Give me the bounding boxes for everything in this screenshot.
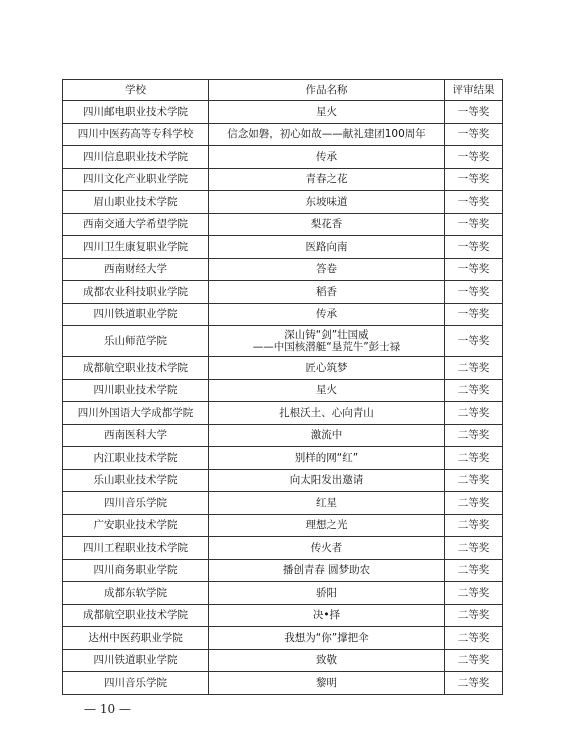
result-cell: 二等奖 — [445, 447, 503, 470]
table-row — [63, 627, 503, 650]
work-cell: 匠心筑梦 — [209, 357, 445, 380]
table-row — [63, 168, 503, 191]
school-cell: 四川音乐学院 — [63, 672, 209, 695]
table-row — [63, 326, 503, 357]
school-cell: 乐山师范学院 — [63, 326, 209, 357]
work-cell: 青春之花 — [209, 168, 445, 191]
result-cell: 一等奖 — [445, 258, 503, 281]
school-cell: 西南医科大学 — [63, 424, 209, 447]
work-cell: 医路向南 — [209, 236, 445, 259]
school-cell: 四川外国语大学成都学院 — [63, 402, 209, 425]
school-cell: 眉山职业技术学院 — [63, 191, 209, 214]
school-cell: 成都航空职业技术学院 — [63, 604, 209, 627]
work-cell: 我想为“你”撑把伞 — [209, 627, 445, 650]
school-cell: 四川商务职业学院 — [63, 559, 209, 582]
header-work: 作品名称 — [209, 80, 445, 101]
result-cell: 二等奖 — [445, 627, 503, 650]
table-row — [63, 146, 503, 169]
work-cell: 深山铸“剑”壮国威 ——中国核潜艇“垦荒牛”彭士禄 — [209, 326, 445, 357]
work-cell: 信念如磐，初心如故——献礼建团100周年 — [209, 123, 445, 146]
table-row — [63, 604, 503, 627]
work-cell: 梨花香 — [209, 213, 445, 236]
result-cell: 一等奖 — [445, 146, 503, 169]
work-cell: 理想之光 — [209, 514, 445, 537]
school-cell: 四川职业技术学院 — [63, 379, 209, 402]
result-cell: 一等奖 — [445, 326, 503, 357]
header-row — [63, 80, 503, 101]
table-row — [63, 236, 503, 259]
work-cell: 黎明 — [209, 672, 445, 695]
work-cell: 别样的网“红” — [209, 447, 445, 470]
school-cell: 乐山职业技术学院 — [63, 469, 209, 492]
work-cell: 激流中 — [209, 424, 445, 447]
work-cell: 骄阳 — [209, 582, 445, 605]
result-cell: 二等奖 — [445, 559, 503, 582]
school-cell: 成都农业科技职业学院 — [63, 281, 209, 304]
result-cell: 二等奖 — [445, 402, 503, 425]
table-row — [63, 281, 503, 304]
table-row — [63, 191, 503, 214]
results-table — [62, 79, 503, 695]
result-cell: 二等奖 — [445, 469, 503, 492]
result-cell: 二等奖 — [445, 537, 503, 560]
school-cell: 西南交通大学希望学院 — [63, 213, 209, 236]
table-row — [63, 672, 503, 695]
work-cell: 红星 — [209, 492, 445, 515]
work-cell: 播创青春 圆梦助农 — [209, 559, 445, 582]
work-cell: 星火 — [209, 379, 445, 402]
table-row — [63, 123, 503, 146]
result-cell: 一等奖 — [445, 213, 503, 236]
result-cell: 二等奖 — [445, 379, 503, 402]
work-cell: 决•择 — [209, 604, 445, 627]
work-cell: 东坡味道 — [209, 191, 445, 214]
school-cell: 四川邮电职业技术学院 — [63, 101, 209, 124]
result-cell: 二等奖 — [445, 514, 503, 537]
school-cell: 四川工程职业技术学院 — [63, 537, 209, 560]
table-row — [63, 447, 503, 470]
table-body — [63, 101, 503, 695]
work-cell: 扎根沃土、心向青山 — [209, 402, 445, 425]
result-cell: 一等奖 — [445, 168, 503, 191]
table-row — [63, 582, 503, 605]
school-cell: 四川铁道职业学院 — [63, 649, 209, 672]
work-cell: 传承 — [209, 303, 445, 326]
header-school: 学校 — [63, 80, 209, 101]
result-cell: 二等奖 — [445, 492, 503, 515]
table-row — [63, 357, 503, 380]
table-row — [63, 303, 503, 326]
work-cell: 稻香 — [209, 281, 445, 304]
table-row — [63, 492, 503, 515]
work-cell: 致敬 — [209, 649, 445, 672]
table-row — [63, 424, 503, 447]
school-cell: 成都东软学院 — [63, 582, 209, 605]
result-cell: 一等奖 — [445, 101, 503, 124]
work-cell: 向太阳发出邀请 — [209, 469, 445, 492]
table-row — [63, 514, 503, 537]
result-cell: 二等奖 — [445, 424, 503, 447]
school-cell: 成都航空职业技术学院 — [63, 357, 209, 380]
school-cell: 内江职业技术学院 — [63, 447, 209, 470]
table-row — [63, 649, 503, 672]
table-row — [63, 469, 503, 492]
school-cell: 达州中医药职业学院 — [63, 627, 209, 650]
school-cell: 四川音乐学院 — [63, 492, 209, 515]
result-cell: 一等奖 — [445, 303, 503, 326]
table-row — [63, 379, 503, 402]
work-cell: 传火者 — [209, 537, 445, 560]
result-cell: 二等奖 — [445, 672, 503, 695]
table-row — [63, 402, 503, 425]
result-cell: 二等奖 — [445, 649, 503, 672]
table-row — [63, 101, 503, 124]
result-cell: 二等奖 — [445, 582, 503, 605]
page-number: — 10 — — [84, 702, 131, 716]
table-row — [63, 258, 503, 281]
result-cell: 一等奖 — [445, 191, 503, 214]
school-cell: 四川中医药高等专科学校 — [63, 123, 209, 146]
table-row — [63, 537, 503, 560]
school-cell: 四川文化产业职业学院 — [63, 168, 209, 191]
result-cell: 二等奖 — [445, 357, 503, 380]
work-cell: 传承 — [209, 146, 445, 169]
school-cell: 西南财经大学 — [63, 258, 209, 281]
school-cell: 广安职业技术学院 — [63, 514, 209, 537]
table-row — [63, 559, 503, 582]
work-cell: 答卷 — [209, 258, 445, 281]
header-result: 评审结果 — [445, 80, 503, 101]
result-cell: 二等奖 — [445, 604, 503, 627]
result-cell: 一等奖 — [445, 281, 503, 304]
school-cell: 四川卫生康复职业学院 — [63, 236, 209, 259]
school-cell: 四川信息职业技术学院 — [63, 146, 209, 169]
result-cell: 一等奖 — [445, 123, 503, 146]
work-cell: 星火 — [209, 101, 445, 124]
school-cell: 四川铁道职业学院 — [63, 303, 209, 326]
table-header — [63, 80, 503, 101]
result-cell: 一等奖 — [445, 236, 503, 259]
table-row — [63, 213, 503, 236]
